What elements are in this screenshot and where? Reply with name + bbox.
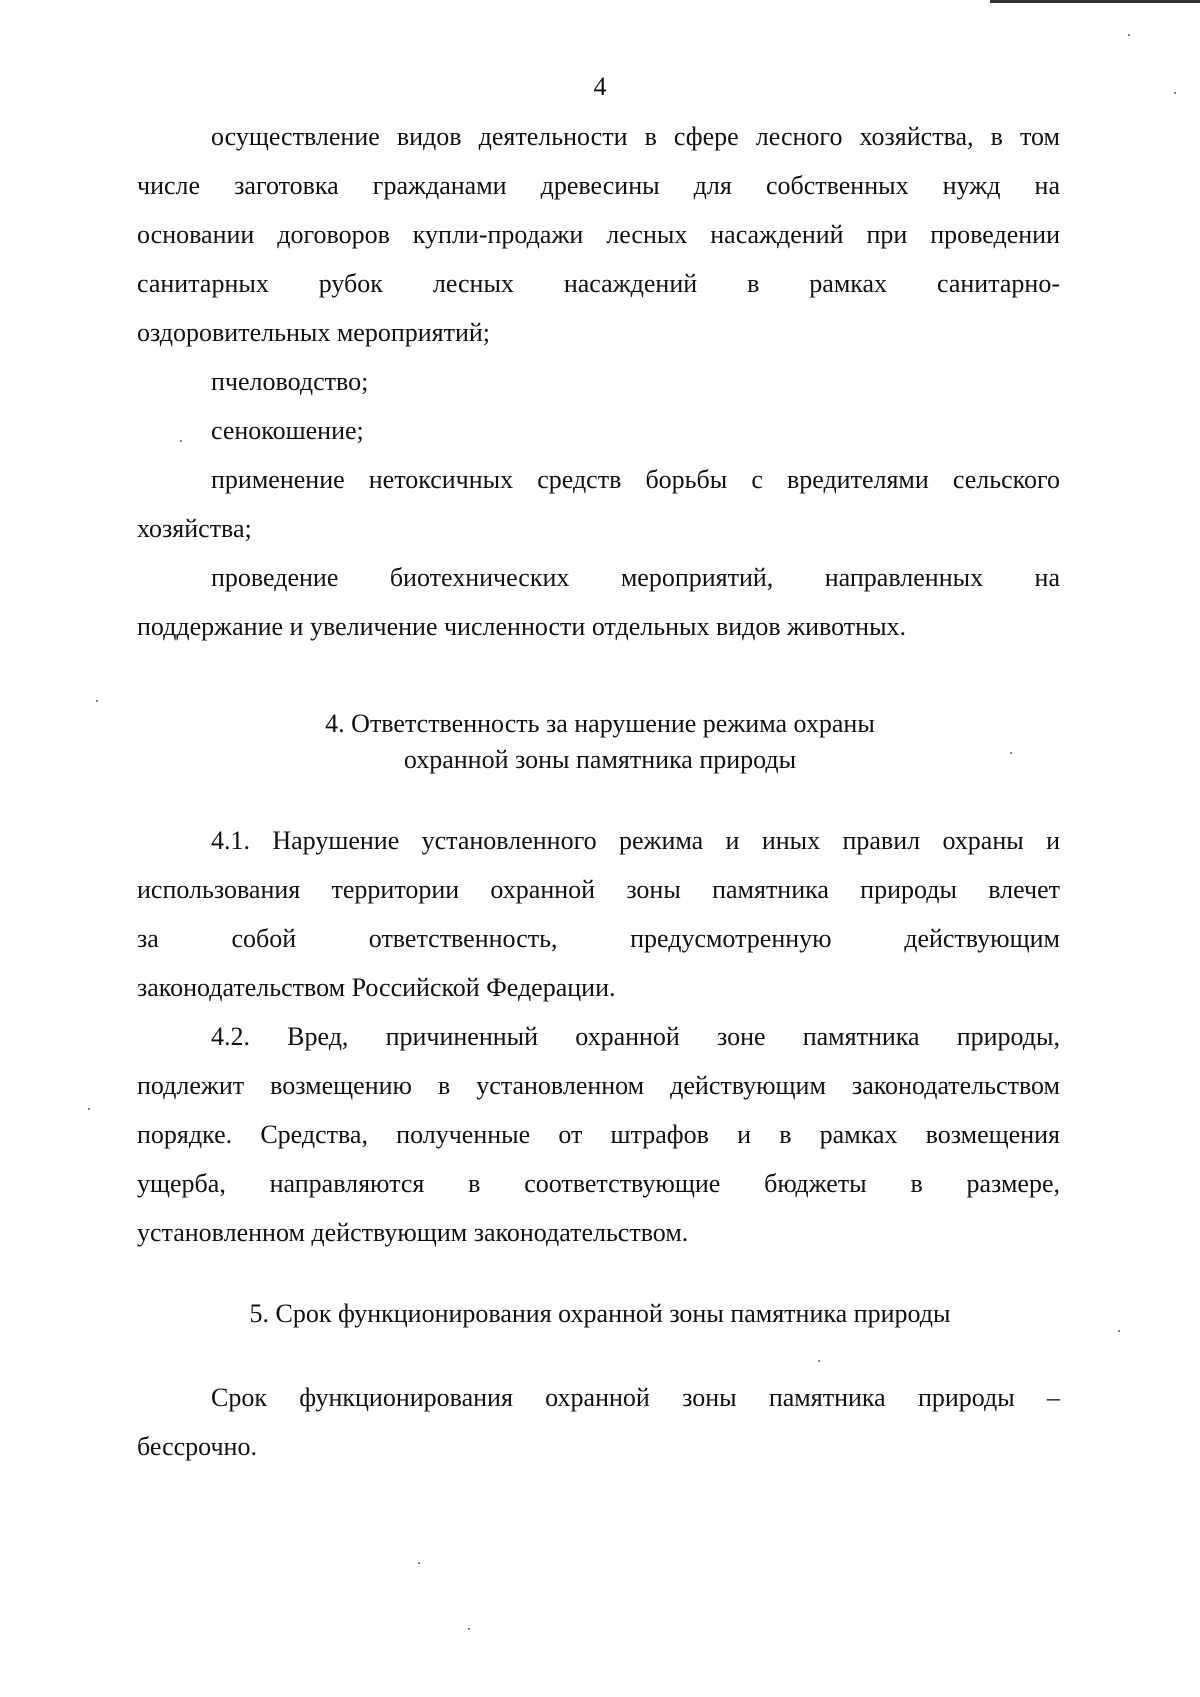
paragraph-line: 4.1. Нарушение установленного режима и иных правил охраны и [211, 826, 1060, 855]
paragraph-4-1 [137, 816, 1060, 1012]
paragraph-line: бессрочно. [137, 1432, 257, 1461]
paragraph-line: подлежит возмещению в установленном действующим законодательством [137, 1071, 1060, 1100]
paragraph-line: поддержание и увеличение численности отдельных видов животных. [137, 612, 907, 641]
paragraph-biotechnical-measures [137, 553, 1060, 651]
paragraph-5-1 [137, 1373, 1060, 1471]
paragraph-pest-control [137, 455, 1060, 553]
section5-heading-line: 5. Срок функционирования охранной зоны памятника природы [249, 1299, 951, 1328]
scan-speck [468, 1628, 470, 1630]
scan-speck [1118, 1330, 1120, 1332]
scan-speck [1010, 752, 1012, 754]
paragraph-line: числе заготовка гражданами древесины для собственных нужд на [137, 171, 1060, 200]
top-edge-rule [990, 0, 1200, 3]
paragraph-forestry-activities [137, 112, 1060, 357]
paragraph-line: оздоровительных мероприятий; [137, 318, 491, 347]
paragraph-line: за собой ответственность, предусмотренную действующим [137, 924, 1060, 953]
section5-body [137, 1373, 1060, 1471]
section4-heading [0, 706, 1200, 778]
section4-heading-line2: охранной зоны памятника природы [403, 745, 797, 774]
paragraph-line: пчеловодство; [211, 367, 369, 396]
paragraph-line: санитарных рубок лесных насаждений в рамках санитарно- [137, 269, 1060, 298]
scan-speck [818, 1360, 820, 1362]
paragraph-beekeeping [137, 357, 1060, 406]
paragraph-line: проведение биотехнических мероприятий, направленных на [211, 563, 1060, 592]
section3-activities-list [137, 112, 1060, 651]
page-number: 4 [593, 72, 607, 101]
paragraph-line: 4.2. Вред, причиненный охранной зоне памятника природы, [211, 1022, 1060, 1051]
paragraph-line: порядке. Средства, полученные от штрафов и в рамках возмещения [137, 1120, 1060, 1149]
scan-speck [180, 440, 182, 442]
scan-speck [1174, 92, 1176, 94]
paragraph-4-2 [137, 1012, 1060, 1257]
paragraph-line: применение нетоксичных средств борьбы с вредителями сельского [211, 465, 1060, 494]
scan-speck [418, 1562, 420, 1564]
paragraph-line: использования территории охранной зоны памятника природы влечет [137, 875, 1060, 904]
section4-body [137, 816, 1060, 1257]
paragraph-line: установленном действующим законодательством. [137, 1218, 689, 1247]
scan-speck [88, 1108, 90, 1110]
scan-speck [96, 700, 98, 702]
paragraph-line: сенокошение; [211, 416, 364, 445]
paragraph-line: ущерба, направляются в соответствующие бюджеты в размере, [137, 1169, 1060, 1198]
paragraph-line: Срок функционирования охранной зоны памятника природы – [211, 1383, 1060, 1412]
scan-speck [1128, 34, 1130, 36]
paragraph-line: хозяйства; [137, 514, 252, 543]
section4-heading-line1: 4. Ответственность за нарушение режима охраны [325, 709, 875, 738]
paragraph-line: осуществление видов деятельности в сфере лесного хозяйства, в том [211, 122, 1060, 151]
paragraph-line: законодательством Российской Федерации. [137, 973, 616, 1002]
paragraph-line: основании договоров купли-продажи лесных насаждений при проведении [137, 220, 1060, 249]
paragraph-haymaking [137, 406, 1060, 455]
section5-heading [0, 1296, 1200, 1332]
